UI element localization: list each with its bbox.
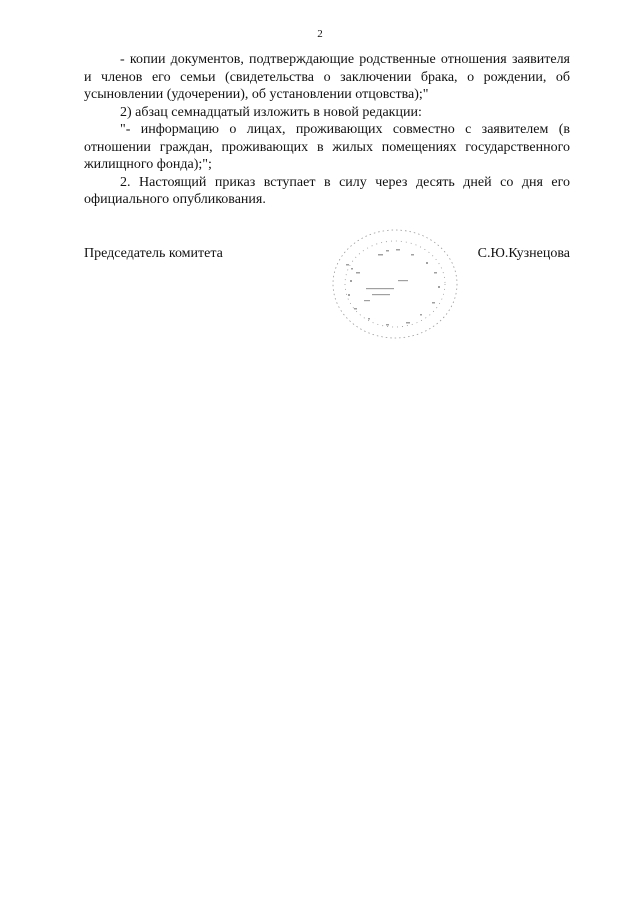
document-body: [84, 51, 570, 209]
paragraph-copies-documents: - копии документов, подтверждающие родственные отношения заявителя и членов его семьи (свидетельства о заключении брака, о рождении, об усыновлении (удочерении), об установлении отцовства);": [84, 52, 570, 102]
signatory-title: Председатель комитета: [84, 246, 223, 261]
official-seal-stamp-icon: [326, 224, 464, 346]
signature-block: [84, 245, 570, 263]
signatory-name: С.Ю.Кузнецова: [477, 246, 570, 261]
paragraph-amendment-heading: 2) абзац семнадцатый изложить в новой редакции:: [120, 104, 422, 120]
paragraph-entry-into-force: 2. Настоящий приказ вступает в силу через десять дней со дня его официального опубликования.: [84, 174, 570, 207]
page-number: 2: [317, 28, 323, 40]
paragraph-amendment-text: "- информацию о лицах, проживающих совместно с заявителем (в отношении граждан, проживающих в жилых помещениях государственного жилищного фонда);";: [84, 122, 570, 172]
